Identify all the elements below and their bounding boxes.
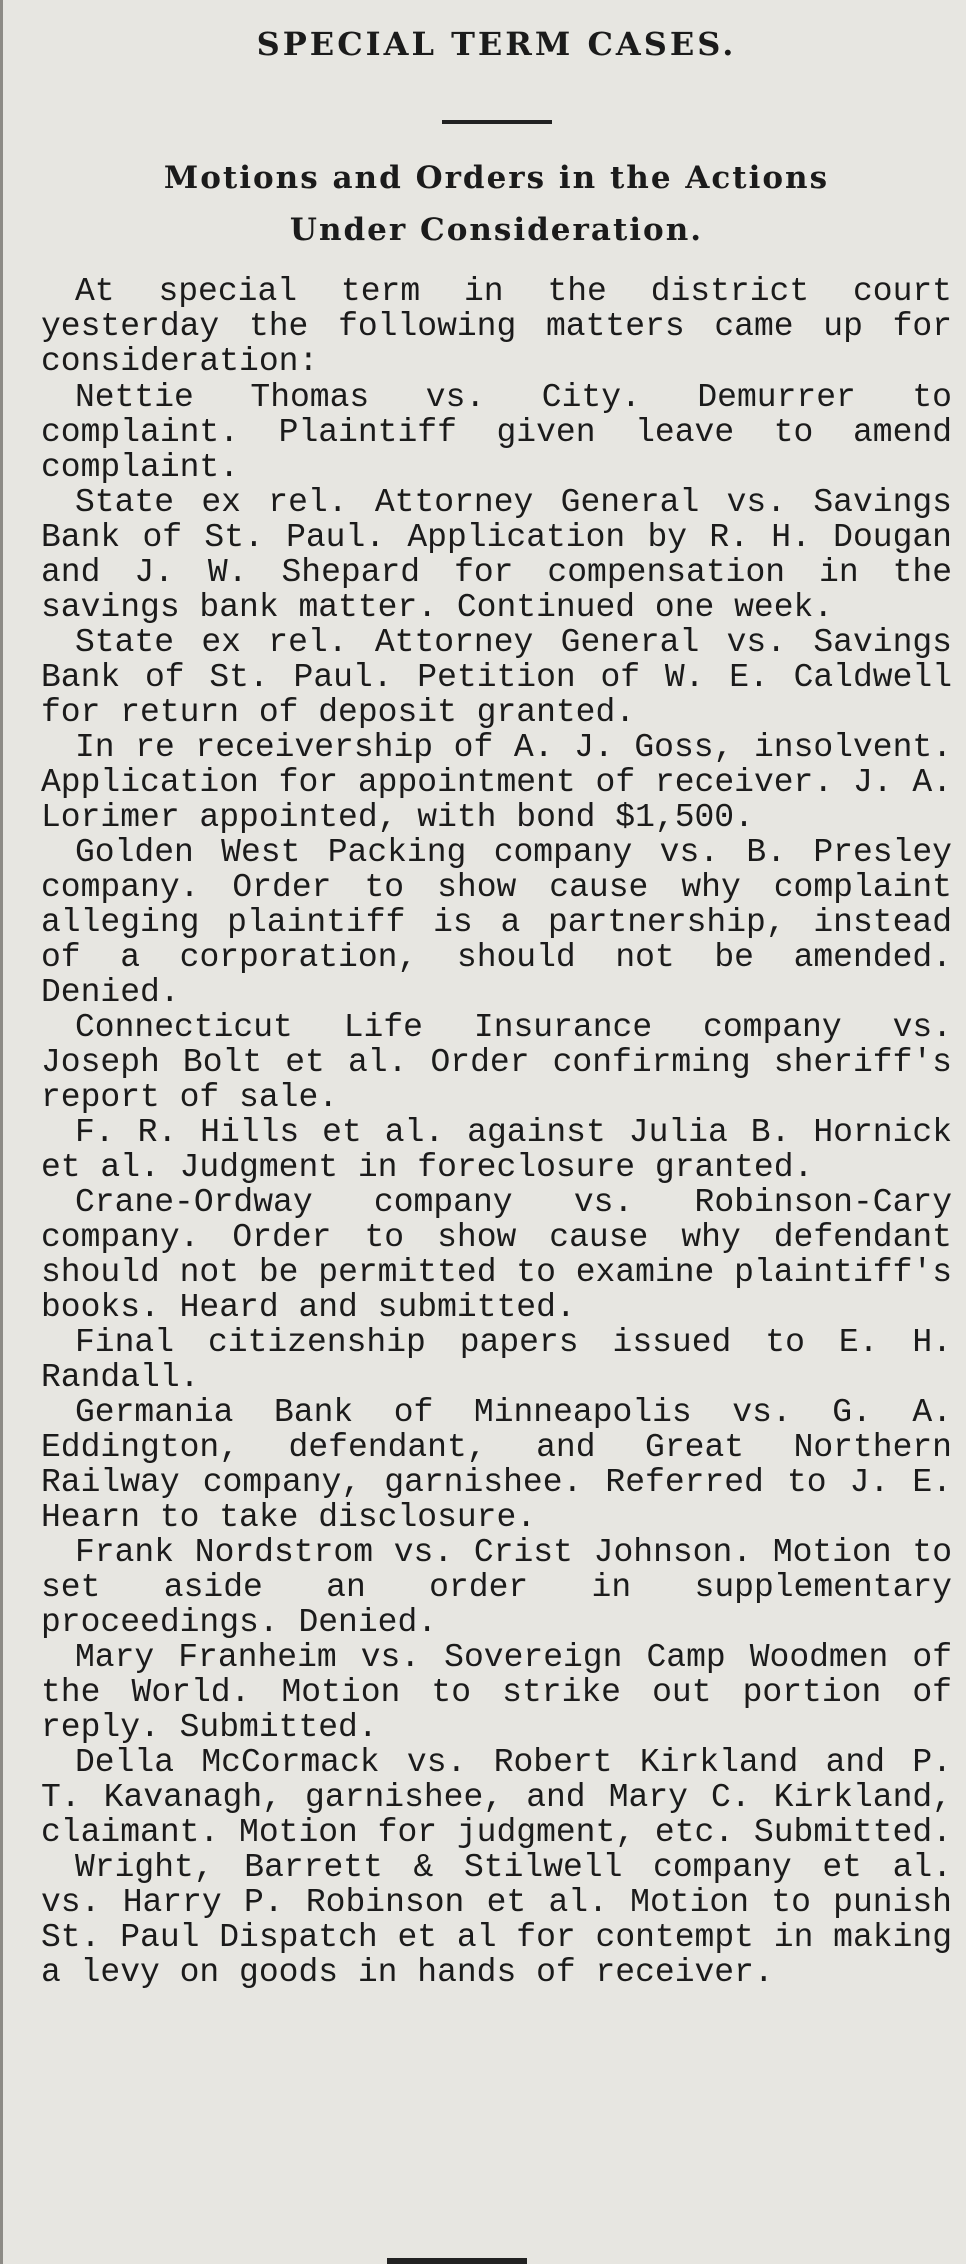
case-item: Nettie Thomas vs. City. Demurrer to complaint. Plaintiff given leave to amend complaint. [41, 379, 952, 486]
case-item: Frank Nordstrom vs. Crist Johnson. Motion to set aside an order in supplementary proceedings. Denied. [41, 1534, 952, 1641]
case-item: Final citizenship papers issued to E. H. Randall. [41, 1324, 952, 1396]
headline: SPECIAL TERM CASES. [256, 25, 737, 63]
case-item: Golden West Packing company vs. B. Presley company. Order to show cause why complaint alleging plaintiff is a partnership, instead of a corporation, should not be amended. Denied. [41, 834, 952, 1011]
bottom-rule [387, 2258, 527, 2264]
case-item: State ex rel. Attorney General vs. Savings Bank of St. Paul. Petition of W. E. Caldwell for return of deposit granted. [41, 624, 952, 731]
case-item: Connecticut Life Insurance company vs. Joseph Bolt et al. Order confirming sheriff's report of sale. [41, 1009, 952, 1116]
case-item: Crane-Ordway company vs. Robinson-Cary company. Order to show cause why defendant should not be permitted to examine plaintiff's books. Heard and submitted. [41, 1184, 952, 1326]
case-item: Germania Bank of Minneapolis vs. G. A. Eddington, defendant, and Great Northern Railway company, garnishee. Referred to J. E. Hearn to take disclosure. [41, 1394, 952, 1536]
intro-paragraph: At special term in the district court yesterday the following matters came up for consideration: [41, 273, 952, 380]
case-item: Mary Franheim vs. Sovereign Camp Woodmen of the World. Motion to strike out portion of reply. Submitted. [41, 1639, 952, 1746]
subhead-line-1: Motions and Orders in the Actions [163, 160, 830, 196]
subheadline [41, 152, 952, 256]
case-item: State ex rel. Attorney General vs. Savings Bank of St. Paul. Application by R. H. Dougan and J. W. Shepard for compensation in the savings bank matter. Continued one week. [41, 484, 952, 626]
headline-rule [442, 120, 552, 124]
case-item: F. R. Hills et al. against Julia B. Hornick et al. Judgment in foreclosure granted. [41, 1114, 952, 1186]
case-item: In re receivership of A. J. Goss, insolvent. Application for appointment of receiver. J. A. Lorimer appointed, with bond $1,500. [41, 729, 952, 836]
case-item: Wright, Barrett & Stilwell company et al. vs. Harry P. Robinson et al. Motion to punish St. Paul Dispatch et al for contempt in making a levy on goods in hands of receiver. [41, 1849, 952, 1991]
case-item: Della McCormack vs. Robert Kirkland and P. T. Kavanagh, garnishee, and Mary C. Kirkland, claimant. Motion for judgment, etc. Submitted. [41, 1744, 952, 1851]
subhead-line-2: Under Consideration. [289, 212, 704, 248]
